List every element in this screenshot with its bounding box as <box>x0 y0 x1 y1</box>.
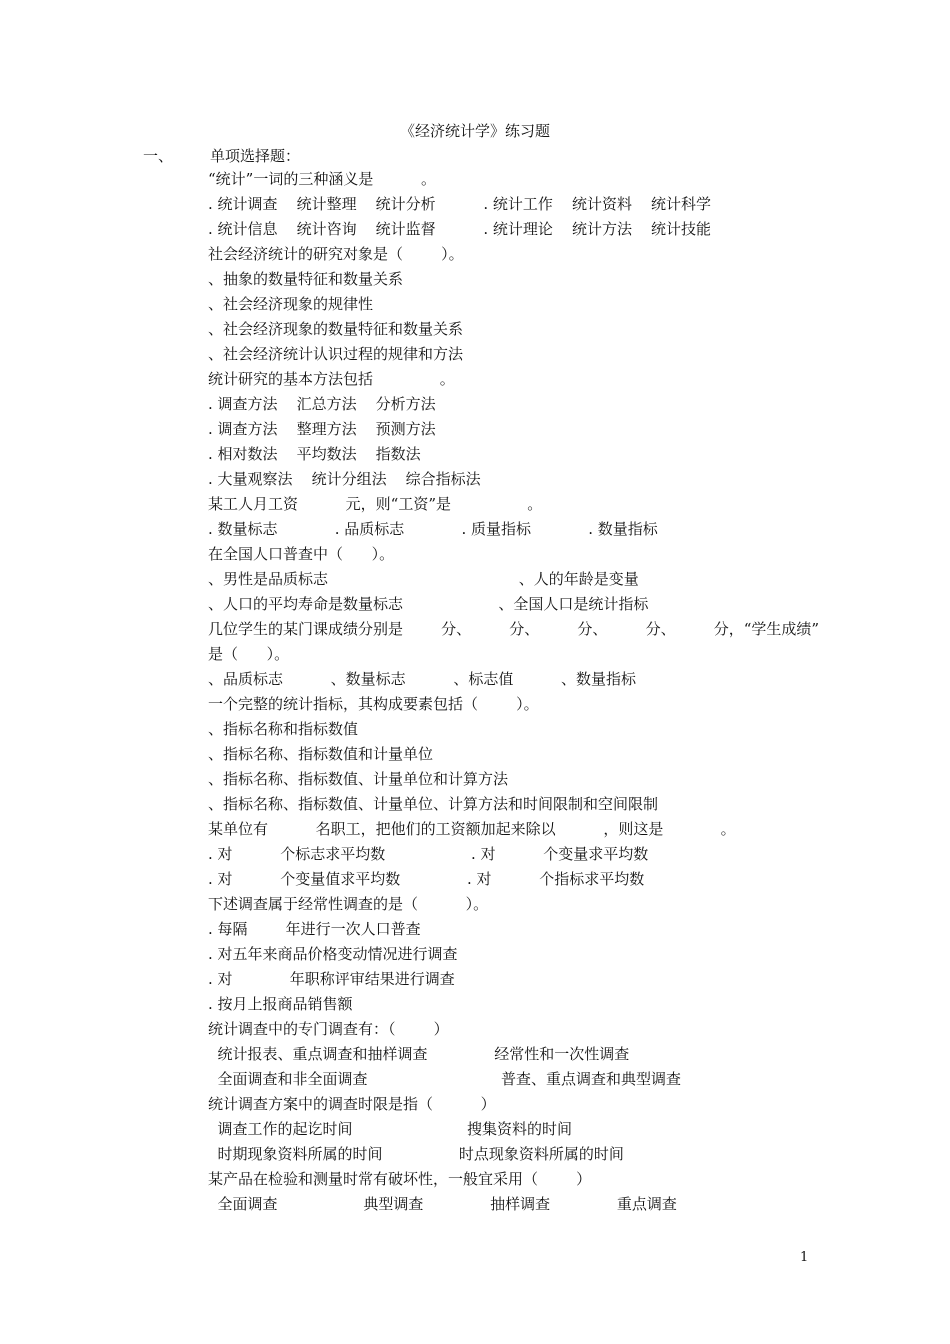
text-line: 统计调查方案中的调查时限是指（ ） <box>208 1095 496 1113</box>
text-line: 、品质标志 、数量标志 、标志值 、数量指标 <box>208 670 637 688</box>
text-line: . 调查方法 汇总方法 分析方法 <box>208 395 436 413</box>
text-line: 、指标名称和指标数值 <box>208 720 359 738</box>
text-line: . 每隔 年进行一次人口普查 <box>208 920 421 938</box>
text-line: . 对 个变量值求平均数 . 对 个指标求平均数 <box>208 870 645 888</box>
text-line: 全面调查和非全面调查 普查、重点调查和典型调查 <box>208 1070 682 1088</box>
text-line: . 相对数法 平均数法 指数法 <box>208 445 421 463</box>
text-line: 某产品在检验和测量时常有破坏性，一般宜采用（ ） <box>208 1170 592 1188</box>
document-title: 《经济统计学》练习题 <box>399 122 550 140</box>
text-line: 社会经济统计的研究对象是（ ）。 <box>208 245 464 263</box>
text-line: 调查工作的起讫时间 搜集资料的时间 <box>208 1120 572 1138</box>
text-line: 、人口的平均寿命是数量标志 、全国人口是统计指标 <box>208 595 649 613</box>
text-line: . 对五年来商品价格变动情况进行调查 <box>208 945 458 963</box>
page-number: 1 <box>800 1250 809 1265</box>
text-line: 下述调查属于经常性调查的是（ ）。 <box>208 895 489 913</box>
text-line: . 对 个标志求平均数 . 对 个变量求平均数 <box>208 845 649 863</box>
text-line: 统计研究的基本方法包括 。 <box>208 370 455 388</box>
text-line: . 调查方法 整理方法 预测方法 <box>208 420 436 438</box>
text-line: 一个完整的统计指标，其构成要素包括（ ）。 <box>208 695 539 713</box>
text-line: 在全国人口普查中（ ）。 <box>208 545 395 563</box>
text-line: 几位学生的某门课成绩分别是 分、 分、 分、 分、 分，“学生成绩” <box>208 620 820 638</box>
text-line: 是（ ）。 <box>208 645 290 663</box>
text-line: “统计”一词的三种涵义是 。 <box>208 170 437 188</box>
text-line: 、男性是品质标志 、人的年龄是变量 <box>208 570 639 588</box>
text-line: 、指标名称、指标数值、计量单位、计算方法和时间限制和空间限制 <box>208 795 659 813</box>
text-line: 统计报表、重点调查和抽样调查 经常性和一次性调查 <box>208 1045 630 1063</box>
text-line: 某单位有 名职工，把他们的工资额加起来除以 ，则这是 。 <box>208 820 736 838</box>
text-line: 、社会经济现象的规律性 <box>208 295 374 313</box>
text-line: 全面调查 典型调查 抽样调查 重点调查 <box>208 1195 677 1213</box>
text-line: 统计调查中的专门调查有：（ ） <box>208 1020 449 1038</box>
text-line: . 对 年职称评审结果进行调查 <box>208 970 455 988</box>
text-line: 、社会经济现象的数量特征和数量关系 <box>208 320 464 338</box>
text-line: 、抽象的数量特征和数量关系 <box>208 270 404 288</box>
text-line: . 统计调查 统计整理 统计分析 . 统计工作 统计资料 统计科学 <box>208 195 712 213</box>
text-line: . 大量观察法 统计分组法 综合指标法 <box>208 470 481 488</box>
text-line: 时期现象资料所属的时间 时点现象资料所属的时间 <box>208 1145 624 1163</box>
text-line: . 按月上报商品销售额 <box>208 995 353 1013</box>
text-line: 、指标名称、指标数值和计量单位 <box>208 745 434 763</box>
text-line: 、指标名称、指标数值、计量单位和计算方法 <box>208 770 509 788</box>
section-number: 一、 <box>143 147 174 165</box>
text-line: 、社会经济统计认识过程的规律和方法 <box>208 345 464 363</box>
text-line: 某工人月工资 元，则“工资”是 。 <box>208 495 543 513</box>
text-line: . 统计信息 统计咨询 统计监督 . 统计理论 统计方法 统计技能 <box>208 220 712 238</box>
section-label: 单项选择题： <box>210 147 301 165</box>
text-line: . 数量标志 . 品质标志 . 质量指标 . 数量指标 <box>208 520 658 538</box>
